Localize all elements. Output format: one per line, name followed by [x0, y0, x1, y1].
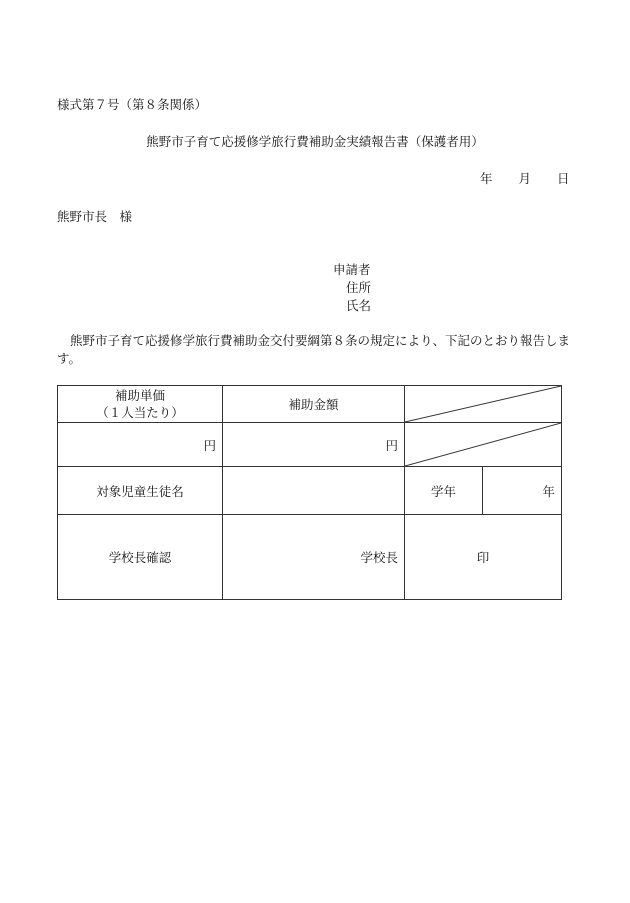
blank-slash-cell [405, 386, 562, 423]
grade-label: 学年 [405, 467, 483, 515]
subsidy-amount-value[interactable]: 円 [223, 423, 405, 467]
unit-price-value[interactable]: 円 [58, 423, 223, 467]
applicant-address-label: 住所 [346, 280, 372, 295]
applicant-heading: 申請者 [333, 262, 371, 277]
principal-field[interactable]: 学校長 [223, 515, 405, 600]
body-text: 熊野市子育て応援修学旅行費補助金交付要綱第８条の規定により、下記のとおり報告します。 [57, 333, 571, 366]
applicant-block [333, 261, 371, 315]
student-name-label: 対象児童生徒名 [58, 467, 223, 515]
report-table [57, 385, 562, 600]
applicant-name-label: 氏名 [346, 298, 372, 313]
addressee: 熊野市長 様 [57, 209, 133, 224]
principal-confirmation-label: 学校長確認 [58, 515, 223, 600]
date-line [480, 169, 570, 187]
table-row [58, 423, 562, 467]
blank-slash-cell [405, 423, 562, 467]
table-row [58, 467, 562, 515]
table-row [58, 515, 562, 600]
seal-field[interactable]: 印 [405, 515, 562, 600]
document-title: 熊野市子育て応援修学旅行費補助金実績報告書（保護者用） [146, 134, 484, 149]
form-number: 様式第７号（第８条関係） [57, 97, 208, 112]
date-day: 日 [557, 171, 570, 186]
subsidy-amount-header: 補助金額 [223, 386, 405, 423]
grade-field[interactable]: 年 [483, 467, 562, 515]
date-year: 年 [480, 171, 493, 186]
student-name-field[interactable] [223, 467, 405, 515]
unit-price-header: 補助単価 （１人当たり） [58, 386, 223, 423]
date-month: 月 [518, 171, 532, 186]
table-row [58, 386, 562, 423]
